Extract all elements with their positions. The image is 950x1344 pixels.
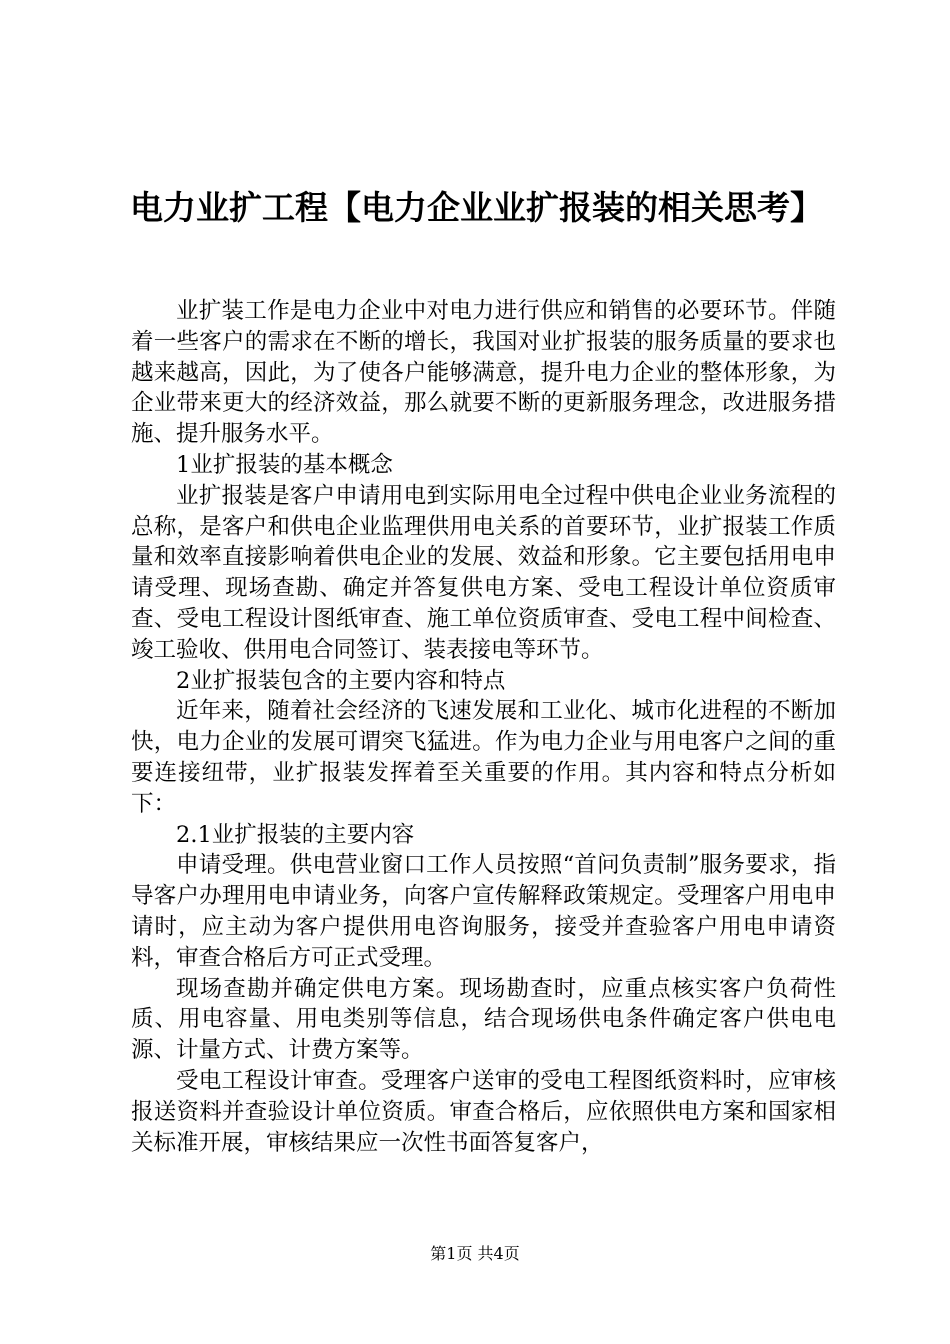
document-body [131, 296, 836, 1158]
paragraph-design-review: 受电工程设计审查。受理客户送审的受电工程图纸资料时，应审核报送资料并查验设计单位资质。审查合格后，应依照供电方案和国家相关标准开展，审核结果应一次性书面答复客户， [131, 1067, 836, 1156]
paragraph-application: 申请受理。供电营业窗口工作人员按照“首问负责制”服务要求，指导客户办理用电申请业务，向客户宣传解释政策规定。受理客户用电申请时，应主动为客户提供用电咨询服务，接受并查验客户用电申请资料，审查合格后方可正式受理。 [131, 852, 836, 971]
page-number-footer: 第1页 共4页 [430, 1244, 520, 1263]
paragraph-intro: 业扩装工作是电力企业中对电力进行供应和销售的必要环节。伴随着一些客户的需求在不断的增长，我国对业扩报装的服务质量的要求也越来越高，因此，为了使各户能够满意，提升电力企业的整体形象，为企业带来更大的经济效益，那么就要不断的更新服务理念，改进服务措施、提升服务水平。 [131, 298, 836, 448]
document-title: 电力业扩工程【电力企业业扩报装的相关思考】 [130, 188, 823, 227]
paragraph-content-features: 近年来，随着社会经济的飞速发展和工业化、城市化进程的不断加快，电力企业的发展可谓突飞猛进。作为电力企业与用电客户之间的重要连接纽带，业扩报装发挥着至关重要的作用。其内容和特点分析如下： [131, 698, 836, 817]
section-heading-2: 2业扩报装包含的主要内容和特点 [176, 667, 506, 694]
section-heading-1: 1业扩报装的基本概念 [176, 451, 393, 478]
paragraph-site-survey: 现场查勘并确定供电方案。现场勘查时，应重点核实客户负荷性质、用电容量、用电类别等信息，结合现场供电条件确定客户供电电源、计量方式、计费方案等。 [131, 975, 836, 1064]
paragraph-concept: 业扩报装是客户申请用电到实际用电全过程中供电企业业务流程的总称，是客户和供电企业监理供用电关系的首要环节，业扩报装工作质量和效率直接影响着供电企业的发展、效益和形象。它主要包括用电申请受理、现场查勘、确定并答复供电方案、受电工程设计单位资质审查、受电工程设计图纸审查、施工单位资质审查、受电工程中间检查、竣工验收、供用电合同签订、装表接电等环节。 [131, 482, 836, 663]
section-heading-2-1: 2.1业扩报装的主要内容 [176, 821, 415, 848]
